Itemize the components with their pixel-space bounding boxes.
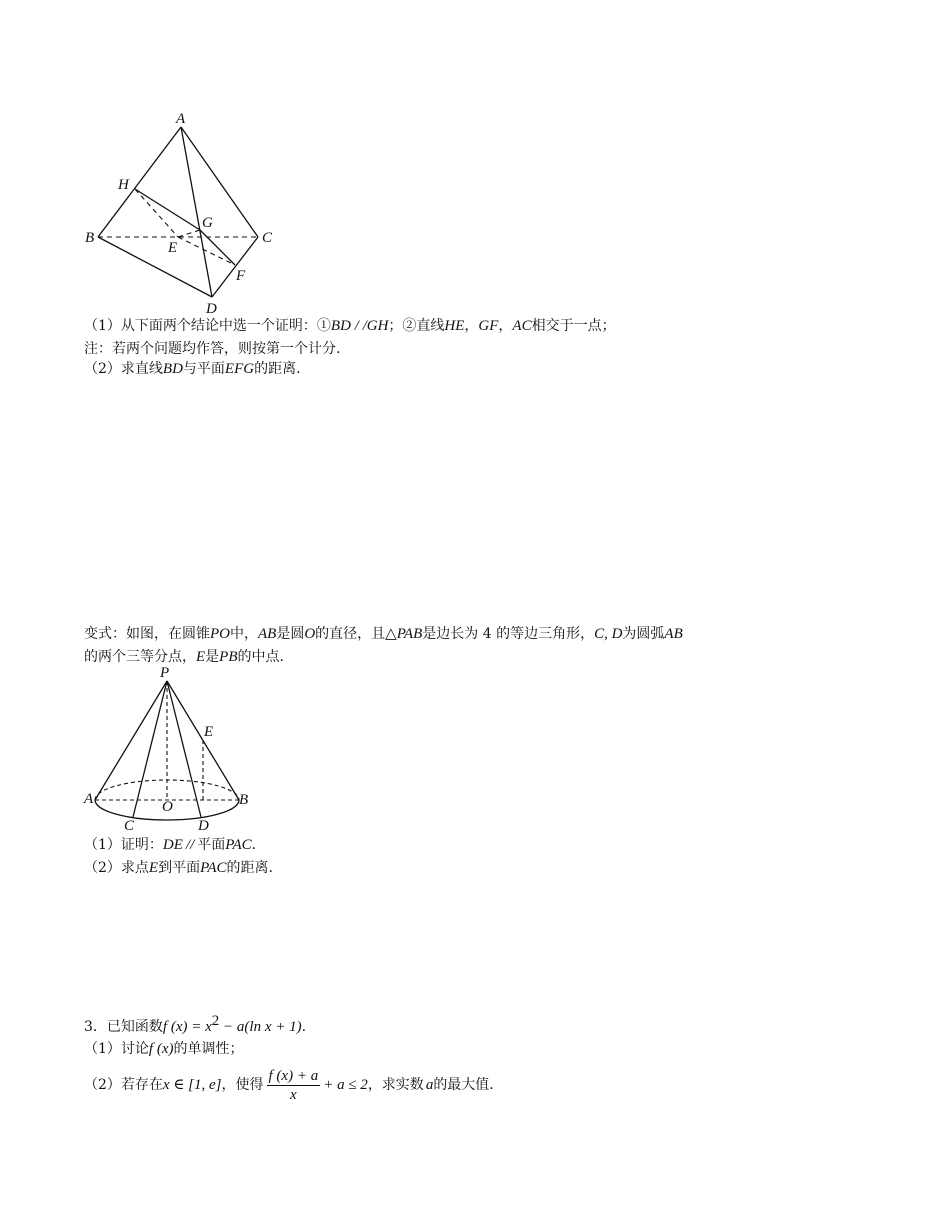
label-d: D (198, 818, 209, 834)
label-d: D (206, 301, 217, 317)
segment-hg (135, 189, 200, 230)
label-o: O (162, 799, 173, 815)
segment-ef-hidden (178, 237, 235, 265)
text: （2）求直线 (84, 361, 163, 377)
cone-figure (0, 660, 950, 835)
text: 是 (205, 649, 220, 665)
problem3-question-1 (84, 1040, 244, 1058)
edge-ad (181, 127, 212, 297)
text: 到平面 (158, 860, 201, 876)
text: 的单调性； (173, 1041, 244, 1057)
label-a: A (84, 791, 94, 807)
math-c-d: C, D (594, 626, 623, 642)
tetra-question-1 (84, 317, 616, 335)
text: 为圆弧 (622, 626, 665, 642)
label-c: C (262, 230, 273, 246)
label-a: A (176, 111, 186, 127)
text: 中， (230, 626, 258, 642)
text: ；②直线 (388, 318, 445, 334)
label-g: G (202, 215, 213, 231)
math-efg: EFG (224, 361, 255, 377)
text: （2）若存在 (84, 1077, 163, 1093)
problem3-statement (84, 1012, 306, 1036)
fraction-denominator: x (290, 1086, 297, 1103)
math-e: E (196, 649, 206, 665)
math-bd-parallel-gh: BD / /GH (330, 318, 389, 334)
problem3-question-2 (84, 1066, 494, 1104)
text: 的距离. (254, 361, 301, 377)
text: （1）从下面两个结论中选一个证明：① (84, 318, 331, 334)
math-inequality: + a ≤ 2 (323, 1077, 368, 1093)
text: （2）求点 (84, 860, 149, 876)
fraction-numerator: f (x) + a (268, 1067, 319, 1084)
math-fraction (267, 1068, 321, 1103)
tetra-note (84, 340, 340, 358)
label-e: E (204, 724, 214, 740)
text: 变式：如图，在圆锥 (84, 626, 210, 642)
text: （1）讨论 (84, 1041, 149, 1057)
text: 相交于一点； (531, 318, 616, 334)
label-f: F (236, 268, 246, 284)
math-domain-condition: x ∈ [1, e] (162, 1077, 222, 1093)
text: 的两个三等分点， (84, 649, 196, 665)
text: （1）证明： (84, 837, 163, 853)
math-gf: GF (478, 318, 499, 334)
label-b: B (85, 230, 95, 246)
math-ab: AB (258, 626, 277, 642)
edge-ac (181, 127, 258, 237)
math-fx: f (x) (148, 1041, 174, 1057)
math-o: O (304, 626, 316, 642)
text: 是圆 (276, 626, 305, 642)
math-po: PO (210, 626, 230, 642)
math-a: a (425, 1077, 434, 1093)
text: 的直径，且 (315, 626, 386, 642)
edge-ab (98, 127, 181, 237)
label-h: H (118, 177, 129, 193)
text: 平面 (197, 837, 226, 853)
math-he: HE (444, 318, 465, 334)
math-pac: PAC (225, 837, 252, 853)
math-bd: BD (162, 361, 183, 377)
variant-question-2 (84, 859, 273, 877)
text: 与平面 (182, 361, 225, 377)
math-pac: PAC (200, 860, 227, 876)
math-function-rest: − a(ln x + 1) (219, 1019, 302, 1035)
math-pb: PB (219, 649, 238, 665)
text: 的最大值. (433, 1077, 494, 1093)
tetra-question-2 (84, 360, 301, 378)
math-parallel: // (185, 837, 195, 853)
segment-he-hidden (135, 189, 178, 237)
edge-bd (98, 237, 212, 297)
variant-question-1 (84, 836, 256, 854)
text: 的中点. (237, 649, 284, 665)
note-text: 注：若两个问题均作答，则按第一个计分. (84, 341, 341, 357)
label-e: E (168, 240, 178, 256)
math-triangle-pab: △PAB (385, 626, 423, 642)
text: 的距离. (226, 860, 273, 876)
generatrix-pc (133, 681, 167, 817)
text: ， (498, 318, 513, 334)
math-function-def: f (x) = x (162, 1019, 212, 1035)
math-de: DE (162, 837, 183, 853)
math-ac: AC (512, 318, 532, 334)
math-arc-ab: AB (664, 626, 683, 642)
label-p: P (160, 665, 170, 681)
edge-cd (212, 237, 258, 297)
text: 是边长为 4 的等边三角形， (422, 626, 595, 642)
label-c: C (124, 818, 135, 834)
math-e: E (148, 860, 159, 876)
text: ，使得 (221, 1077, 264, 1093)
generatrix-pd (167, 681, 201, 817)
text: . (301, 1019, 307, 1035)
variant-line-1 (84, 625, 683, 643)
math-exponent: 2 (211, 1013, 220, 1029)
text: 3．已知函数 (84, 1019, 163, 1035)
text: ， (464, 318, 479, 334)
segment-eg-hidden (178, 230, 200, 237)
tetrahedron-figure (0, 0, 950, 330)
text: ，求实数 (367, 1077, 424, 1093)
label-b: B (239, 792, 249, 808)
text: . (251, 837, 257, 853)
